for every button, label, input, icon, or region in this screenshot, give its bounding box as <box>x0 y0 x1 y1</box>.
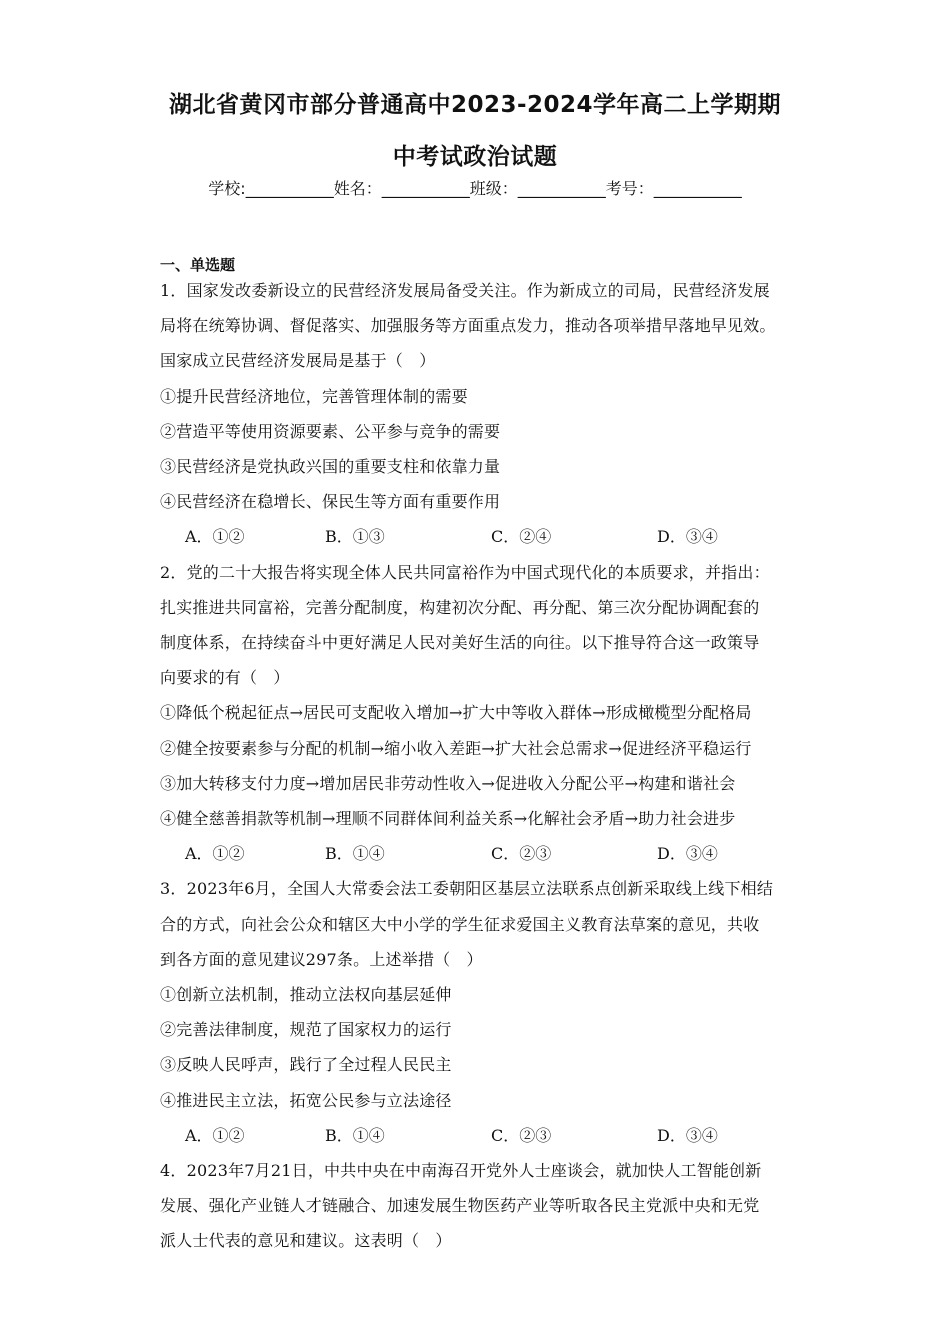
question-3-line: ②完善法律制度，规范了国家权力的运行 <box>160 1020 452 1040</box>
question-3-line: ④推进民主立法，拓宽公民参与立法途径 <box>160 1090 452 1110</box>
question-1-line: 局将在统筹协调、督促落实、加强服务等方面重点发力，推动各项举措早落地早见效。 <box>160 316 776 336</box>
question-3-line: 合的方式，向社会公众和辖区大中小学的学生征求爱国主义教育法草案的意见，共收 <box>160 914 760 934</box>
question-3-line: ①创新立法机制，推动立法权向基层延伸 <box>160 985 452 1004</box>
question-1-option-b[interactable]: B．①③ <box>325 527 385 547</box>
question-4-line: 4．2023年7月21日，中共中央在中南海召开党外人士座谈会，就加快人工智能创新 <box>160 1161 762 1180</box>
question-4-line: 发展、强化产业链人才链融合、加速发展生物医药产业等听取各民主党派中央和无党 <box>160 1196 760 1216</box>
question-1-line: ③民营经济是党执政兴国的重要支柱和依靠力量 <box>160 457 501 476</box>
question-2-line: 向要求的有（ ） <box>160 668 290 688</box>
question-2-line: ④健全慈善捐款等机制→理顺不同群体间利益关系→化解社会矛盾→助力社会进步 <box>160 809 736 828</box>
question-3-line: 3．2023年6月，全国人大常委会法工委朝阳区基层立法联系点创新采取线上线下相结 <box>160 879 774 899</box>
title-line-1: 湖北省黄冈市部分普通高中2023-2024学年高二上学期期 <box>168 92 782 118</box>
question-3-option-d[interactable]: D．③④ <box>657 1125 718 1145</box>
question-2-option-a[interactable]: A．①② <box>185 844 245 864</box>
question-2-line: 制度体系，在持续奋斗中更好满足人民对美好生活的向往。以下推导符合这一政策导 <box>160 633 760 652</box>
question-4-line: 派人士代表的意见和建议。这表明（ ） <box>160 1231 452 1251</box>
question-1-line: ④民营经济在稳增长、保民生等方面有重要作用 <box>160 492 501 512</box>
question-2-line: 2．党的二十大报告将实现全体人民共同富裕作为中国式现代化的本质要求，并指出： <box>160 562 770 582</box>
question-1-line: ①提升民营经济地位，完善管理体制的需要 <box>160 386 468 406</box>
question-2-option-d[interactable]: D．③④ <box>657 844 718 864</box>
title-line-2: 中考试政治试题 <box>392 144 558 170</box>
question-1-line: 国家成立民营经济发展局是基于（ ） <box>160 351 436 371</box>
question-3-option-c[interactable]: C．②③ <box>491 1125 552 1145</box>
question-3-option-a[interactable]: A．①② <box>185 1125 245 1145</box>
question-1-option-a[interactable]: A．①② <box>185 527 245 547</box>
student-info-line: 学校:___________姓名：___________班级：___________考号：___________ <box>208 179 742 198</box>
question-2-line: ②健全按要素参与分配的机制→缩小收入差距→扩大社会总需求→促进经济平稳运行 <box>160 738 752 758</box>
question-2-line: 扎实推进共同富裕，完善分配制度，构建初次分配、再分配、第三次分配协调配套的 <box>160 597 760 617</box>
question-3-line: ③反映人民呼声，践行了全过程人民民主 <box>160 1055 452 1075</box>
question-3-option-b[interactable]: B．①④ <box>325 1125 385 1145</box>
question-1-option-d[interactable]: D．③④ <box>657 527 718 547</box>
question-2-option-c[interactable]: C．②③ <box>491 844 552 864</box>
question-3-line: 到各方面的意见建议297条。上述举措（ ） <box>160 949 483 969</box>
section-heading: 一、单选题 <box>160 256 236 274</box>
question-1-line: 1．国家发改委新设立的民营经济发展局备受关注。作为新成立的司局，民营经济发展 <box>160 281 770 300</box>
question-1-line: ②营造平等使用资源要素、公平参与竞争的需要 <box>160 421 501 441</box>
question-2-option-b[interactable]: B．①④ <box>325 844 385 864</box>
question-1-option-c[interactable]: C．②④ <box>491 527 552 547</box>
question-2-line: ①降低个税起征点→居民可支配收入增加→扩大中等收入群体→形成橄榄型分配格局 <box>160 703 752 723</box>
question-2-line: ③加大转移支付力度→增加居民非劳动性收入→促进收入分配公平→构建和谐社会 <box>160 773 736 793</box>
